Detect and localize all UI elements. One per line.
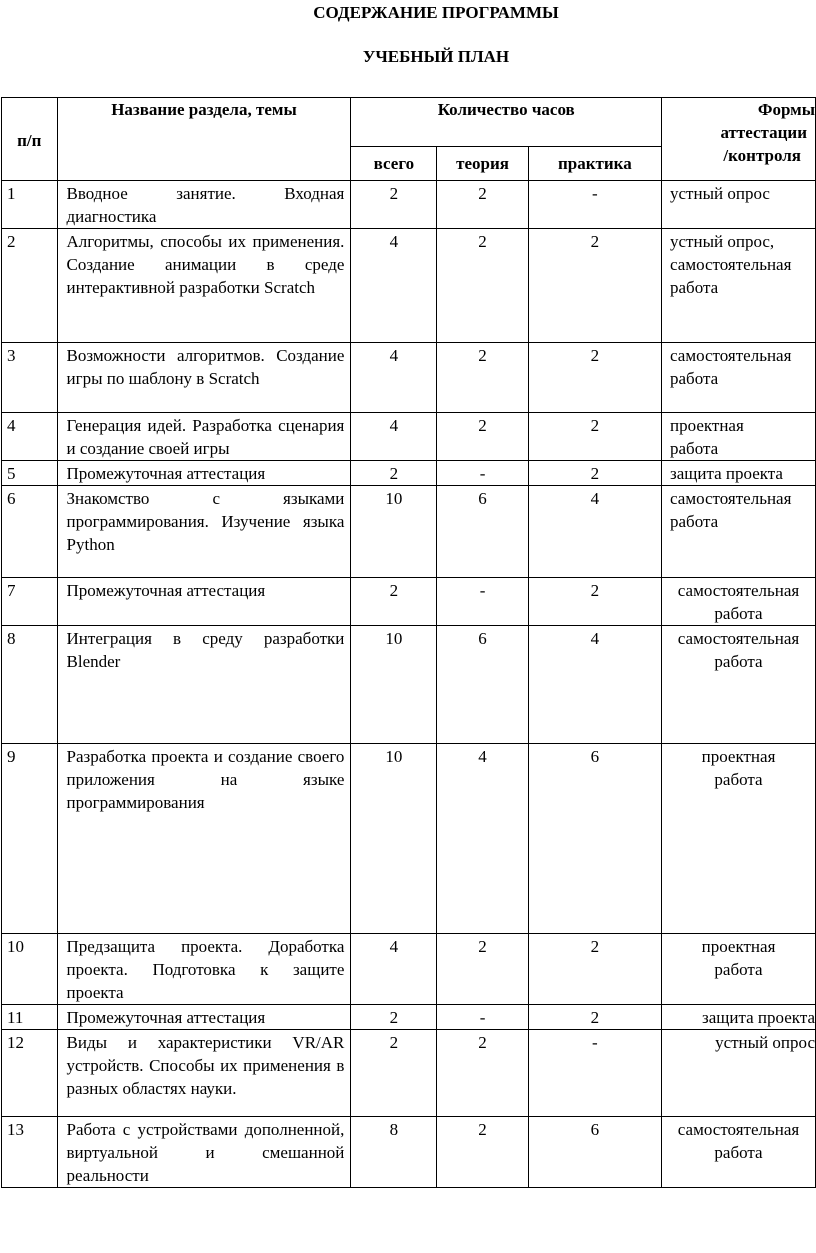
row-hours-theory: 2: [437, 181, 528, 229]
row-hours-total: 4: [351, 229, 437, 343]
control-form-line: работа: [714, 770, 763, 789]
header-practice: практика: [528, 147, 661, 181]
header-forms-line3: /контроля: [723, 146, 801, 165]
row-hours-practice: 4: [528, 486, 661, 578]
row-topic: Интеграция в среду разработки Blender: [57, 626, 351, 744]
control-form-line: самостоятельная: [677, 581, 800, 600]
control-form-line: самостоятельная: [670, 489, 792, 508]
row-hours-practice: 6: [528, 1117, 661, 1188]
row-control-form: [662, 229, 816, 343]
control-form-line: работа: [670, 278, 719, 297]
row-hours-practice: 2: [528, 934, 661, 1005]
row-number: 11: [2, 1005, 58, 1030]
header-row: [2, 98, 816, 147]
row-hours-theory: 6: [437, 626, 528, 744]
row-hours-theory: 2: [437, 1030, 528, 1117]
row-number: 8: [2, 626, 58, 744]
control-form-line: работа: [714, 1143, 763, 1162]
row-control-form: [662, 1005, 816, 1030]
row-hours-total: 10: [351, 744, 437, 934]
row-hours-theory: -: [437, 1005, 528, 1030]
control-form-line: устный опрос,: [670, 232, 775, 251]
row-number: 10: [2, 934, 58, 1005]
control-form-line: работа: [714, 960, 763, 979]
row-hours-total: 4: [351, 934, 437, 1005]
table-row: [2, 486, 816, 578]
control-form-line: проектная: [701, 747, 776, 766]
row-hours-theory: 2: [437, 343, 528, 413]
table-row: [2, 343, 816, 413]
row-control-form: [662, 934, 816, 1005]
row-hours-practice: 2: [528, 343, 661, 413]
table-row: [2, 578, 816, 626]
table-row: [2, 181, 816, 229]
row-hours-practice: 2: [528, 413, 661, 461]
row-number: 1: [2, 181, 58, 229]
header-forms: [662, 98, 816, 181]
row-number: 3: [2, 343, 58, 413]
header-name: Название раздела, темы: [57, 98, 351, 181]
table-row: [2, 1005, 816, 1030]
row-number: 6: [2, 486, 58, 578]
row-topic: Вводное занятие. Входная диагностика: [57, 181, 351, 229]
row-hours-total: 10: [351, 486, 437, 578]
row-hours-total: 8: [351, 1117, 437, 1188]
header-forms-line1: Формы: [757, 100, 815, 119]
control-form-line: работа: [670, 369, 719, 388]
row-topic: Генерация идей. Разработка сценария и создание своей игры: [57, 413, 351, 461]
table-row: [2, 934, 816, 1005]
row-number: 2: [2, 229, 58, 343]
row-topic: Предзащита проекта. Доработка проекта. Подготовка к защите проекта: [57, 934, 351, 1005]
header-num: п/п: [2, 98, 58, 181]
row-hours-total: 2: [351, 461, 437, 486]
control-form-line: проектная: [670, 416, 744, 435]
control-form-line: работа: [670, 439, 719, 458]
row-hours-practice: 2: [528, 461, 661, 486]
control-form-line: самостоятельная: [670, 346, 792, 365]
table-row: [2, 461, 816, 486]
row-hours-total: 4: [351, 413, 437, 461]
row-hours-theory: -: [437, 461, 528, 486]
row-topic: Знакомство с языками программирования. Изучение языка Python: [57, 486, 351, 578]
row-control-form: [662, 343, 816, 413]
row-hours-total: 10: [351, 626, 437, 744]
row-hours-practice: -: [528, 1030, 661, 1117]
row-control-form: [662, 1030, 816, 1117]
row-hours-total: 2: [351, 578, 437, 626]
control-form-line: самостоятельная: [670, 255, 792, 274]
control-form-line: самостоятельная: [677, 629, 800, 648]
control-form-line: защита проекта: [670, 464, 783, 483]
row-hours-theory: 4: [437, 744, 528, 934]
control-form-line: работа: [670, 512, 719, 531]
row-number: 13: [2, 1117, 58, 1188]
header-hours: Количество часов: [351, 98, 662, 147]
row-topic: Возможности алгоритмов. Создание игры по шаблону в Scratch: [57, 343, 351, 413]
row-control-form: [662, 744, 816, 934]
row-number: 7: [2, 578, 58, 626]
row-topic: Разработка проекта и создание своего приложения на языке программирования: [57, 744, 351, 934]
table-row: [2, 229, 816, 343]
row-hours-total: 4: [351, 343, 437, 413]
row-hours-practice: 6: [528, 744, 661, 934]
control-form-line: устный опрос: [715, 1033, 815, 1052]
document-title: СОДЕРЖАНИЕ ПРОГРАММЫ: [313, 3, 559, 22]
header-forms-line2: аттестации: [720, 123, 807, 142]
table-row: [2, 413, 816, 461]
header-total: всего: [351, 147, 437, 181]
row-topic: Промежуточная аттестация: [57, 461, 351, 486]
row-hours-total: 2: [351, 181, 437, 229]
row-topic: Промежуточная аттестация: [57, 578, 351, 626]
control-form-line: устный опрос: [670, 184, 770, 203]
row-number: 5: [2, 461, 58, 486]
row-topic: Виды и характеристики VR/AR устройств. Способы их применения в разных областях науки.: [57, 1030, 351, 1117]
header-theory: теория: [437, 147, 528, 181]
row-hours-theory: -: [437, 578, 528, 626]
row-number: 4: [2, 413, 58, 461]
row-topic: Алгоритмы, способы их применения. Создание анимации в среде интерактивной разработки Scratch: [57, 229, 351, 343]
row-hours-theory: 2: [437, 1117, 528, 1188]
table-row: [2, 744, 816, 934]
row-topic: Промежуточная аттестация: [57, 1005, 351, 1030]
row-hours-total: 2: [351, 1030, 437, 1117]
control-form-line: проектная: [701, 937, 776, 956]
study-plan-table: [1, 97, 816, 1188]
row-hours-theory: 2: [437, 934, 528, 1005]
row-hours-practice: 2: [528, 578, 661, 626]
row-topic: Работа с устройствами дополненной, виртуальной и смешанной реальности: [57, 1117, 351, 1188]
row-control-form: [662, 1117, 816, 1188]
row-number: 9: [2, 744, 58, 934]
row-hours-theory: 6: [437, 486, 528, 578]
row-hours-theory: 2: [437, 413, 528, 461]
row-control-form: [662, 626, 816, 744]
row-control-form: [662, 413, 816, 461]
row-control-form: [662, 461, 816, 486]
row-control-form: [662, 578, 816, 626]
table-row: [2, 626, 816, 744]
table-row: [2, 1117, 816, 1188]
control-form-line: работа: [714, 652, 763, 671]
row-control-form: [662, 181, 816, 229]
row-hours-total: 2: [351, 1005, 437, 1030]
row-hours-practice: -: [528, 181, 661, 229]
row-control-form: [662, 486, 816, 578]
row-hours-practice: 2: [528, 229, 661, 343]
document-subtitle: УЧЕБНЫЙ ПЛАН: [362, 47, 510, 66]
row-hours-practice: 4: [528, 626, 661, 744]
row-number: 12: [2, 1030, 58, 1117]
row-hours-theory: 2: [437, 229, 528, 343]
control-form-line: работа: [714, 604, 763, 623]
control-form-line: самостоятельная: [677, 1120, 800, 1139]
table-row: [2, 1030, 816, 1117]
control-form-line: защита проекта: [702, 1008, 815, 1027]
row-hours-practice: 2: [528, 1005, 661, 1030]
